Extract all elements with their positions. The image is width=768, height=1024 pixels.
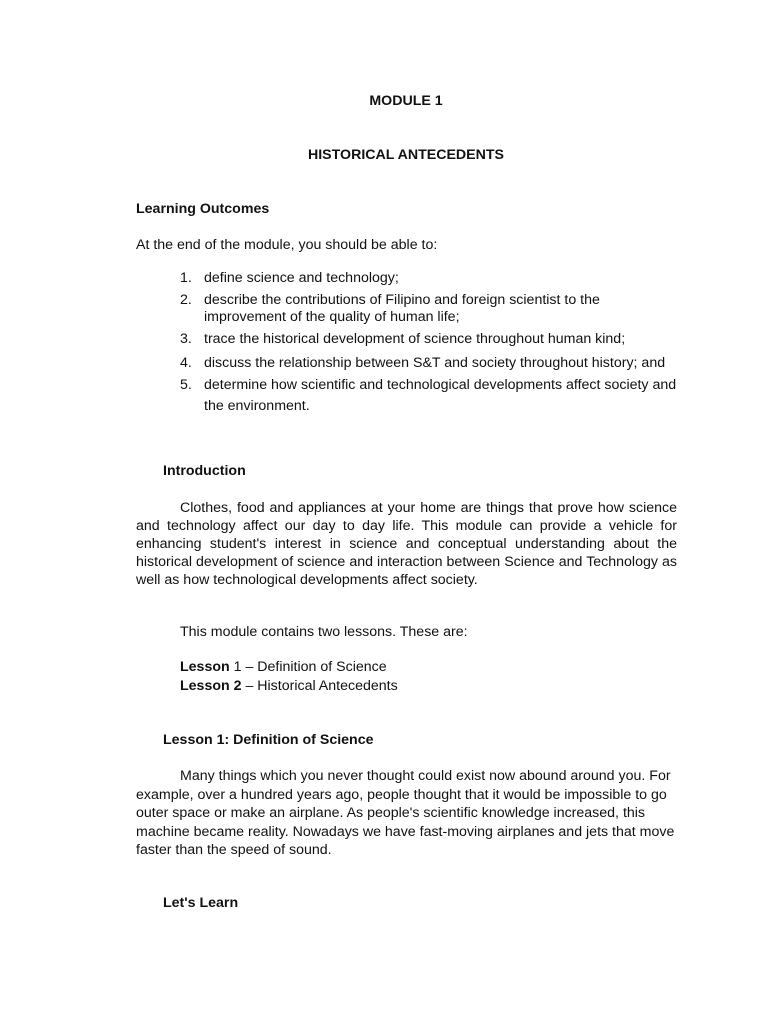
list-item-text: determine how scientific and technological developments affect society and the environment. bbox=[204, 376, 677, 414]
learning-outcomes-intro: At the end of the module, you should be able to: bbox=[136, 237, 438, 253]
module-title: HISTORICAL ANTECEDENTS bbox=[307, 147, 504, 163]
list-item-text: discuss the relationship between S&T and society throughout history; and bbox=[204, 355, 666, 371]
lesson-1-paragraph bbox=[136, 767, 676, 860]
lesson-1-heading: Lesson 1: Definition of Science bbox=[163, 732, 374, 748]
list-item-text: describe the contributions of Filipino and foreign scientist to the improvement of the quality of human life; bbox=[204, 292, 600, 325]
list-item-number: 2. bbox=[180, 292, 192, 308]
list-item bbox=[180, 331, 680, 348]
lessons-intro: This module contains two lessons. These are: bbox=[180, 624, 468, 640]
module-number: MODULE 1 bbox=[369, 93, 443, 109]
lesson-1-entry bbox=[180, 658, 387, 676]
list-item-number: 3. bbox=[180, 331, 192, 347]
lets-learn-heading: Let's Learn bbox=[163, 895, 239, 911]
lesson-1-paragraph-text: Many things which you never thought could exist now abound around you. For example, over a hundred years ago, people thought that it would be impossible to go outer space or make an airplane. As people's scientific knowledge increased, this machine became reality. Nowadays we have fast-moving airplanes and jets that move faster than the speed of sound. bbox=[136, 768, 675, 858]
introduction-paragraph bbox=[136, 499, 677, 589]
learning-outcomes-heading: Learning Outcomes bbox=[136, 201, 270, 217]
list-item-text: define science and technology; bbox=[204, 270, 399, 286]
lesson-2-entry bbox=[180, 677, 398, 695]
list-item-number: 5. bbox=[180, 376, 192, 393]
lesson-1-label: Lesson bbox=[180, 659, 230, 675]
list-item-number: 4. bbox=[180, 355, 192, 371]
lesson-1-title: 1 – Definition of Science bbox=[229, 659, 387, 675]
lesson-2-title: – Historical Antecedents bbox=[241, 678, 398, 694]
learning-outcomes-list bbox=[180, 270, 680, 418]
list-item bbox=[180, 353, 680, 375]
introduction-heading: Introduction bbox=[163, 463, 246, 479]
list-item bbox=[180, 375, 680, 418]
lesson-2-label: Lesson 2 bbox=[180, 678, 242, 694]
list-item-number: 1. bbox=[180, 270, 192, 286]
list-item bbox=[180, 270, 680, 287]
list-item bbox=[180, 292, 680, 326]
list-item-text: trace the historical development of science throughout human kind; bbox=[204, 331, 626, 347]
introduction-paragraph-text: Clothes, food and appliances at your home are things that prove how science and technology affect our day to day life. This module can provide a vehicle for enhancing student's interest in science and conceptual understanding about the historical development of science and interaction between Science and Technology as well as how technological developments affect society. bbox=[136, 500, 677, 588]
